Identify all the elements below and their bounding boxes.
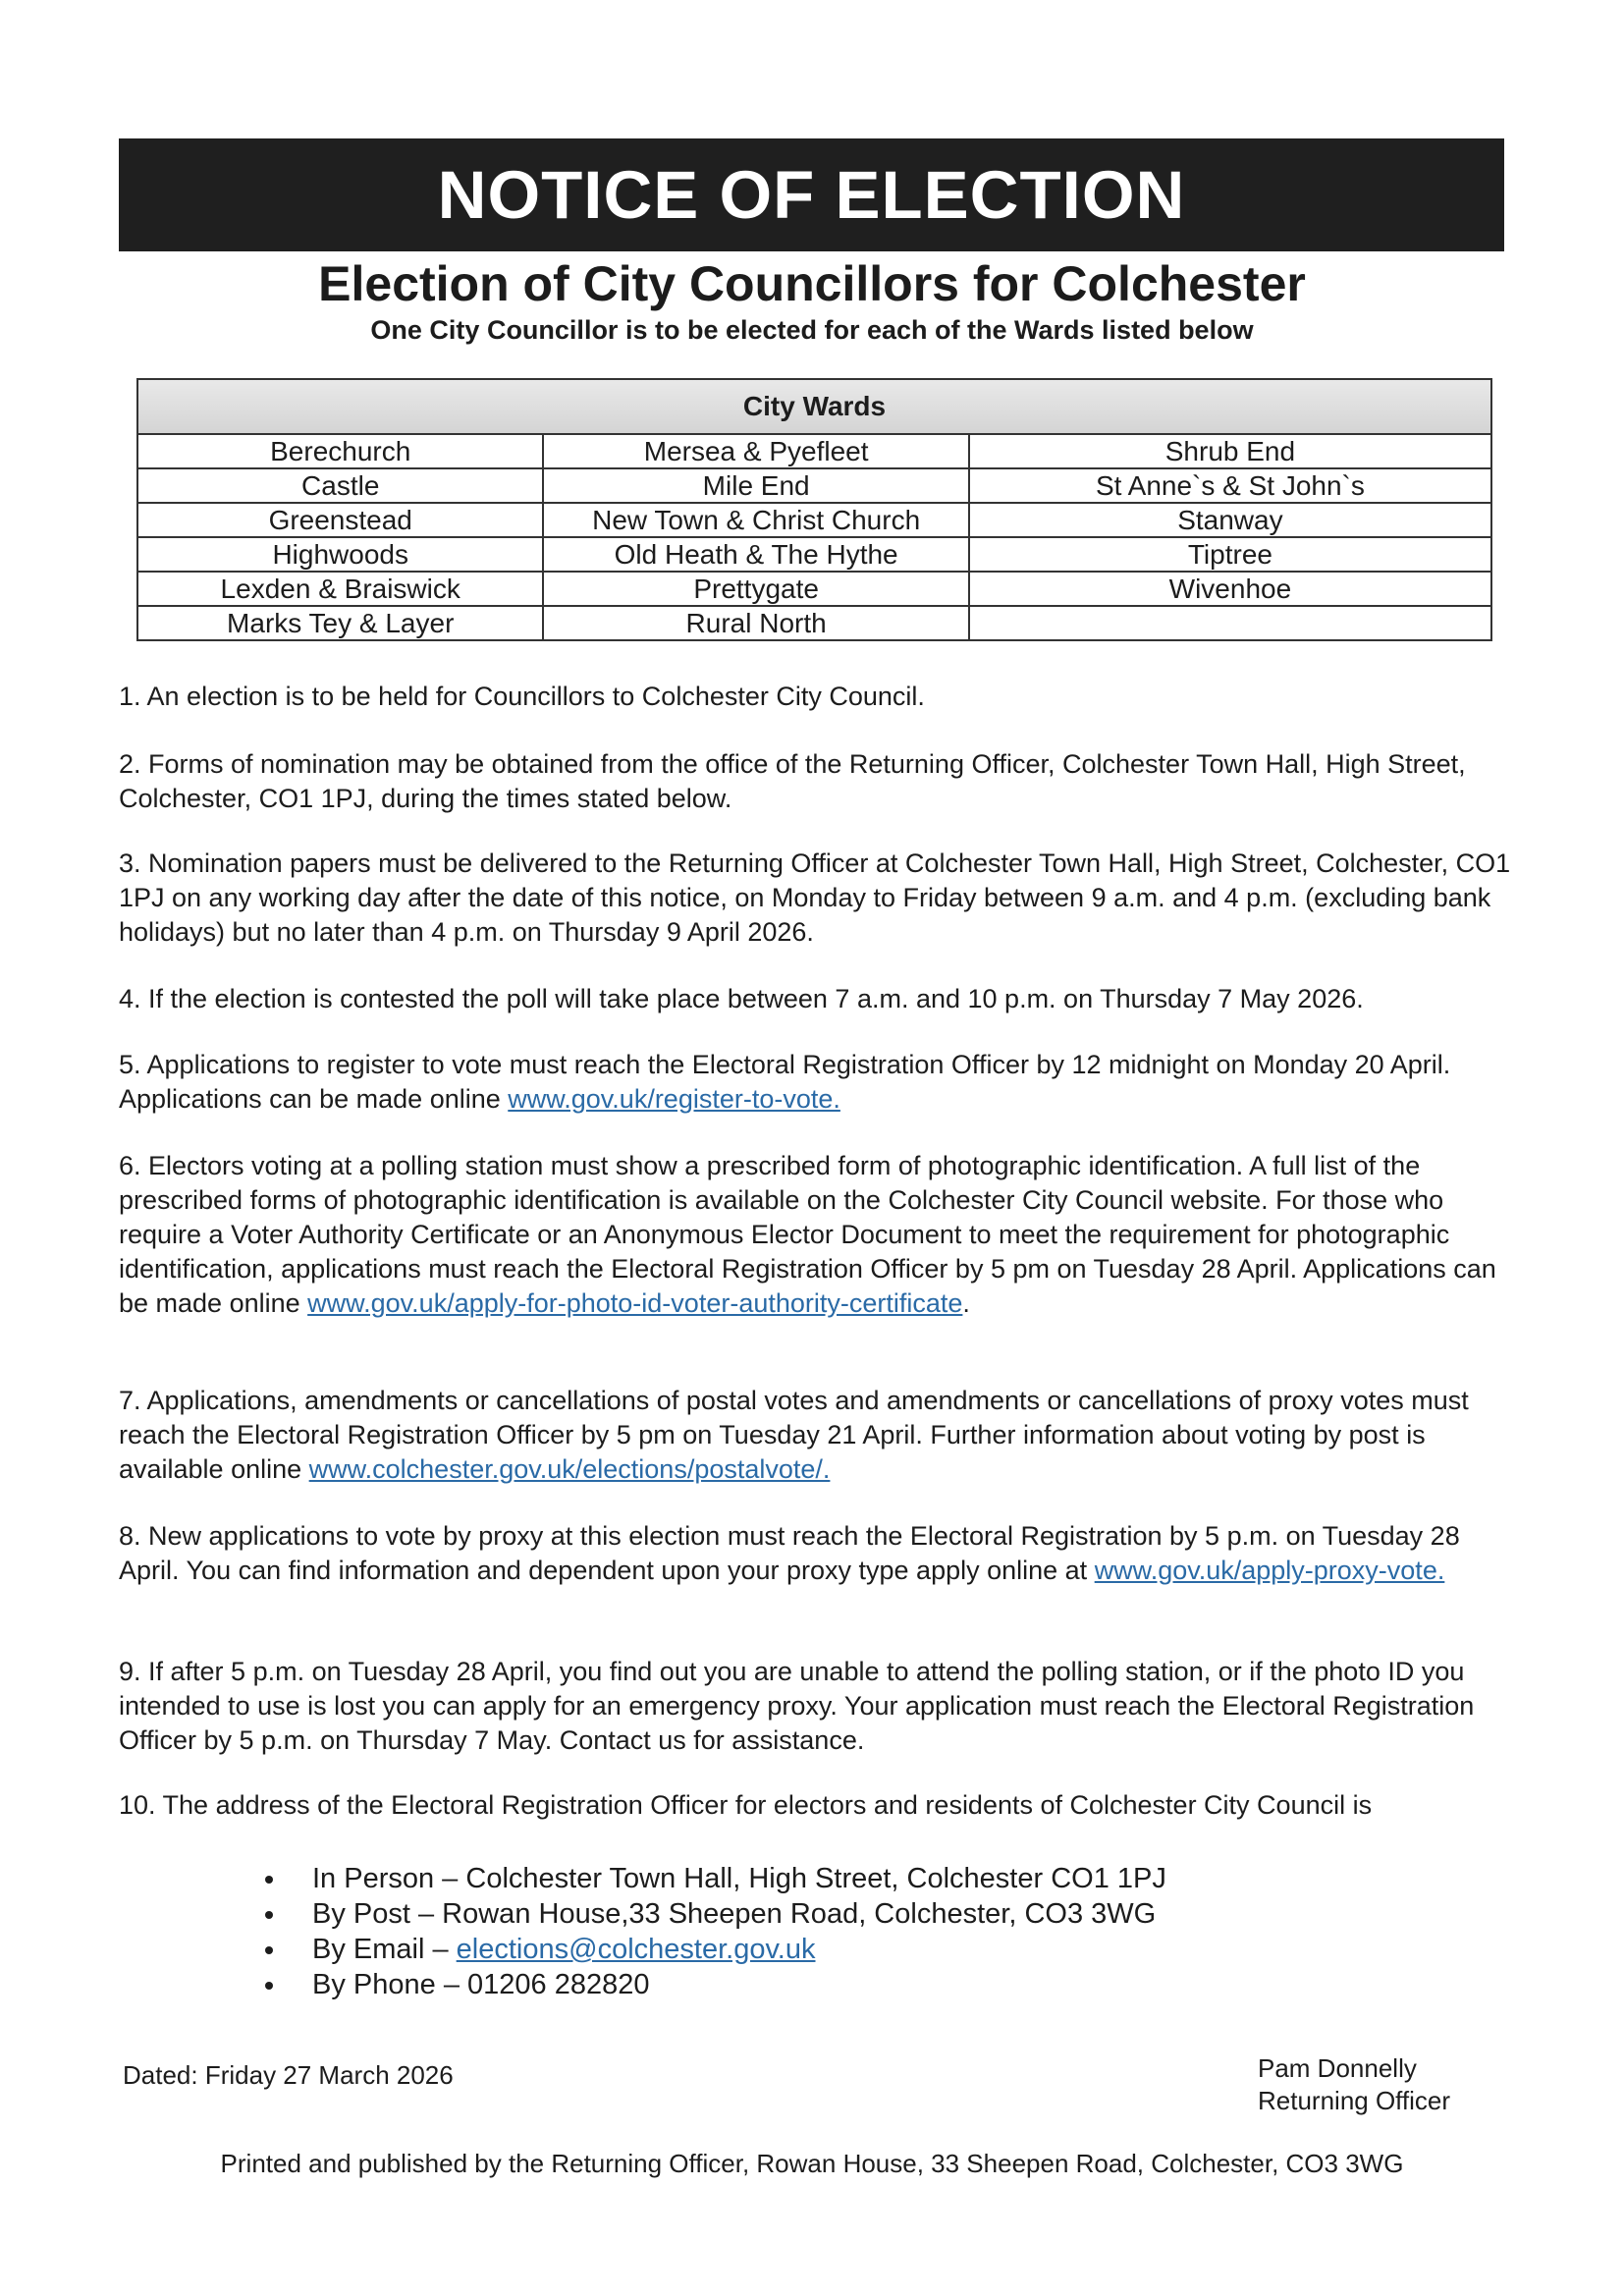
officer-name: Pam Donnelly: [1258, 2053, 1417, 2083]
table-row: [137, 503, 1491, 537]
ward-cell: Tiptree: [969, 537, 1491, 572]
register-to-vote-link[interactable]: www.gov.uk/register-to-vote.: [508, 1084, 840, 1114]
bullet-icon: [265, 1946, 273, 1954]
apply-proxy-vote-link[interactable]: www.gov.uk/apply-proxy-vote.: [1094, 1556, 1445, 1585]
printed-by-line: Printed and published by the Returning Officer, Rowan House, 33 Sheepen Road, Colchester, CO3 3WG: [220, 2149, 1404, 2178]
ward-cell: Mersea & Pyefleet: [543, 434, 968, 468]
list-item: [265, 1861, 1166, 1896]
bullet-icon: [265, 1911, 273, 1919]
ward-cell: Shrub End: [969, 434, 1491, 468]
ward-cell: Wivenhoe: [969, 572, 1491, 606]
contact-by-email-label: By Email –: [312, 1934, 457, 1965]
election-title: Election of City Councillors for Colchester: [318, 256, 1306, 311]
table-row: [137, 468, 1491, 503]
wards-header: City Wards: [137, 379, 1491, 434]
paragraph-10: 10. The address of the Electoral Registration Officer for electors and residents of Colchester City Council is: [119, 1790, 1373, 1820]
election-subtitle: One City Councillor is to be elected for each of the Wards listed below: [370, 315, 1254, 345]
ward-cell: New Town & Christ Church: [543, 503, 968, 537]
ward-cell: Greenstead: [137, 503, 543, 537]
paragraph-6-end: .: [962, 1288, 970, 1318]
paragraph-9: 9. If after 5 p.m. on Tuesday 28 April, you find out you are unable to attend the polling station, or if the photo ID you intended to use is lost you can apply for an emergency proxy. Your application must reach the Electoral Registration Officer by 5 p.m. on Thursday 7 May. Contact us for assistance.: [119, 1657, 1475, 1755]
ward-cell: Stanway: [969, 503, 1491, 537]
table-row: [137, 606, 1491, 640]
postal-vote-link[interactable]: www.colchester.gov.uk/elections/postalvote/.: [308, 1454, 831, 1484]
paragraph-7-text: 7. Applications, amendments or cancellations of postal votes and amendments or cancellations of proxy votes must reach the Electoral Registration Officer by 5 pm on Tuesday 21 April. Further information about voting by post is available online: [119, 1386, 1469, 1484]
ward-cell: Lexden & Braiswick: [137, 572, 543, 606]
bullet-icon: [265, 1876, 273, 1884]
paragraph-5: [119, 1048, 1513, 1117]
ward-cell: Highwoods: [137, 537, 543, 572]
dated-line: Dated: Friday 27 March 2026: [123, 2060, 454, 2090]
ward-cell: Berechurch: [137, 434, 543, 468]
contact-in-person: In Person – Colchester Town Hall, High Street, Colchester CO1 1PJ: [312, 1863, 1166, 1894]
city-wards-table: [136, 378, 1492, 641]
elections-email-link[interactable]: elections@colchester.gov.uk: [456, 1934, 816, 1965]
paragraph-3: 3. Nomination papers must be delivered to the Returning Officer at Colchester Town Hall, High Street, Colchester, CO1 1PJ on any working day after the date of this notice, on Monday to Friday between 9 a.m. and 4 p.m. (excluding bank holidays) but no later than 4 p.m. on Thursday 9 April 2026.: [119, 848, 1511, 947]
paragraph-1: 1. An election is to be held for Councillors to Colchester City Council.: [119, 682, 925, 711]
contact-by-phone: By Phone – 01206 282820: [312, 1969, 650, 2000]
list-item: [265, 1967, 1166, 2002]
contact-by-post: By Post – Rowan House,33 Sheepen Road, Colchester, CO3 3WG: [312, 1898, 1157, 1930]
officer-title: Returning Officer: [1258, 2086, 1451, 2115]
ward-cell: St Anne`s & St John`s: [969, 468, 1491, 503]
paragraph-2: 2. Forms of nomination may be obtained from the office of the Returning Officer, Colchester Town Hall, High Street, Colchester, CO1 1PJ, during the times stated below.: [119, 749, 1466, 813]
ward-cell: Rural North: [543, 606, 968, 640]
paragraph-7: [119, 1384, 1513, 1487]
table-row: [137, 434, 1491, 468]
paragraph-4: 4. If the election is contested the poll will take place between 7 a.m. and 10 p.m. on Thursday 7 May 2026.: [119, 984, 1364, 1013]
list-item: [265, 1896, 1166, 1932]
table-row: [137, 537, 1491, 572]
ward-cell: Marks Tey & Layer: [137, 606, 543, 640]
table-row: [137, 572, 1491, 606]
paragraph-5-text: 5. Applications to register to vote must reach the Electoral Registration Officer by 12 midnight on Monday 20 April. Applications can be made online: [119, 1050, 1451, 1114]
returning-officer-signature: [1258, 2052, 1450, 2117]
ward-cell: Mile End: [543, 468, 968, 503]
ward-cell: Castle: [137, 468, 543, 503]
photo-id-certificate-link[interactable]: www.gov.uk/apply-for-photo-id-voter-authority-certificate: [307, 1288, 963, 1318]
paragraph-6: [119, 1149, 1513, 1321]
notice-banner: [119, 138, 1504, 251]
notice-title: NOTICE OF ELECTION: [437, 157, 1186, 233]
bullet-icon: [265, 1982, 273, 1990]
ward-cell: Old Heath & The Hythe: [543, 537, 968, 572]
list-item: [265, 1932, 1166, 1967]
paragraph-8-text: 8. New applications to vote by proxy at this election must reach the Electoral Registration by 5 p.m. on Tuesday 28 April. You can find information and dependent upon your proxy type apply online at: [119, 1521, 1460, 1585]
ward-cell: Prettygate: [543, 572, 968, 606]
paragraph-6-text: 6. Electors voting at a polling station must show a prescribed form of photographic identification. A full list of the prescribed forms of photographic identification is available on the Colchester City Council website. For those who require a Voter Authority Certificate or an Anonymous Elector Document to meet the requirement for photographic identification, applications must reach the Electoral Registration Officer by 5 pm on Tuesday 28 April. Applications can be made online: [119, 1151, 1496, 1318]
contact-list: [265, 1861, 1166, 2002]
ward-cell: [969, 606, 1491, 640]
paragraph-8: [119, 1519, 1513, 1588]
